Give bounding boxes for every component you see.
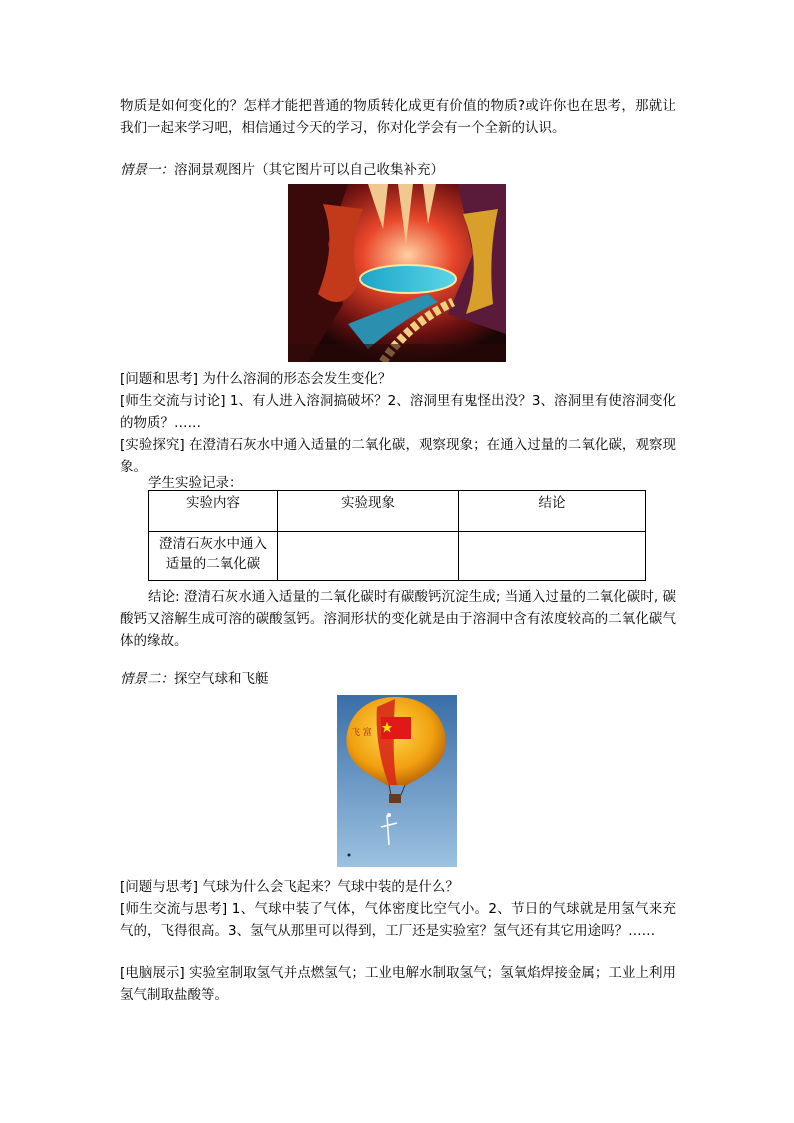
scene1-experiment: [实验探究] 在澄清石灰水中通入适量的二氧化碳，观察现象；在通入过量的二氧化碳，观察现象。 <box>120 437 676 475</box>
table-cell <box>278 532 459 581</box>
experiment-record-table <box>148 490 646 581</box>
table-header: 结论 <box>459 491 646 532</box>
scene1-label: 情景一： <box>120 162 174 178</box>
table-header: 实验内容 <box>149 491 278 532</box>
scene1-discussion: [师生交流与讨论] 1、有人进入溶洞搞破坏？2、溶洞里有鬼怪出没？3、溶洞里有使溶洞变化的物质？…… <box>120 393 676 431</box>
scene2-discussion: [师生交流与思考] 1、气球中装了气体，气体密度比空气小。2、节日的气球就是用氢气来充气的，飞得很高。3、氢气从那里可以得到，工厂还是实验室？氢气还有其它用途吗？…… <box>120 901 676 939</box>
cave-photo <box>288 184 506 362</box>
record-title: 学生实验记录： <box>148 475 243 491</box>
scene2-title: 探空气球和飞艇 <box>174 671 269 687</box>
scene2-heading <box>120 668 676 690</box>
scene1-conclusion: 结论: 澄清石灰水通入适量的二氧化碳时有碳酸钙沉淀生成; 当通入过量的二氧化碳时, 碳酸钙又溶解生成可溶的碳酸氢钙。溶洞形状的变化就是由于溶洞中含有浓度较高的二氧化碳气体的缘故。 <box>120 589 676 649</box>
scene1-question: [问题和思考] 为什么溶洞的形态会发生变化？ <box>120 371 392 387</box>
table-cell: 澄清石灰水中通入适量的二氧化碳 <box>149 532 278 581</box>
scene2-label: 情景二： <box>120 671 174 687</box>
intro-paragraph: 物质是如何变化的？怎样才能把普通的物质转化成更有价值的物质?或许你也在思考，那就让我们一起来学习吧，相信通过今天的学习，你对化学会有一个全新的认识。 <box>120 98 676 136</box>
scene1-heading <box>120 159 676 181</box>
scene2-question: [问题与思考] 气球为什么会飞起来？气球中装的是什么？ <box>120 879 459 895</box>
scene1-title: 溶洞景观图片（其它图片可以自己收集补充） <box>174 162 444 178</box>
table-header: 实验现象 <box>278 491 459 532</box>
table-header-row <box>149 491 646 532</box>
balloon-text: 飞 富 <box>351 728 372 738</box>
scene2-computer-show: [电脑展示] 实验室制取氢气并点燃氢气；工业电解水制取氢气；氢氧焰焊接金属；工业上利用氢气制取盐酸等。 <box>120 965 676 1003</box>
balloon-photo <box>337 695 457 867</box>
table-row <box>149 532 646 581</box>
table-cell <box>459 532 646 581</box>
